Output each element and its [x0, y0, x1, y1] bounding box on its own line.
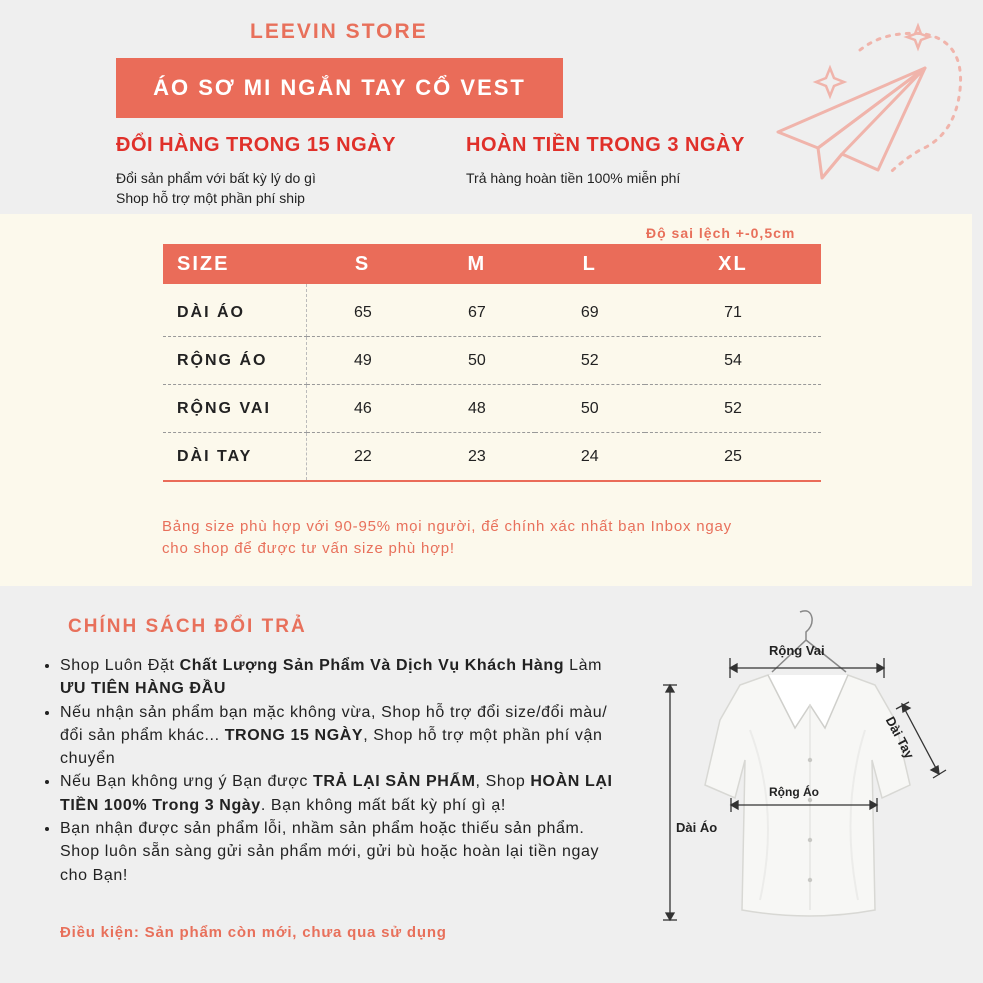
header-cell: SIZE: [163, 244, 306, 284]
store-name: LEEVIN STORE: [250, 20, 428, 43]
feature-exchange-line: Đổi sản phẩm với bất kỳ lý do gì: [116, 170, 316, 186]
feature-exchange-title: ĐỔI HÀNG TRONG 15 NGÀY: [116, 134, 396, 156]
feature-exchange-desc: [116, 168, 316, 208]
table-row: [163, 284, 821, 337]
shirt-length-label: Dài Áo: [676, 820, 718, 835]
table-row: [163, 433, 821, 482]
table-cell: 24: [535, 433, 645, 482]
policy-item-text: Nếu Bạn không ưng ý Bạn được: [60, 773, 314, 791]
table-cell: 52: [535, 337, 645, 385]
table-cell: 54: [645, 337, 821, 385]
policy-condition: Điều kiện: Sản phẩm còn mới, chưa qua sử dụng: [60, 924, 447, 941]
policy-item-emphasis: Chất Lượng Sản Phẩm Và Dịch Vụ Khách Hàng: [179, 657, 565, 674]
size-table-header: [163, 244, 821, 284]
feature-refund-desc: [466, 168, 680, 188]
table-cell: 22: [306, 433, 419, 482]
paper-plane-icon: [760, 20, 975, 200]
header-cell: M: [419, 244, 534, 284]
policy-item: [60, 701, 620, 771]
policy-item-text: Nếu nhận sản phẩm bạn mặc không vừa, Shop hỗ trợ đổi size/đổi màu/đổi sản phẩm khác...: [60, 703, 608, 744]
policy-item-text: Shop Luôn Đặt: [60, 657, 180, 674]
header-cell: L: [535, 244, 645, 284]
row-label: DÀI TAY: [163, 433, 306, 482]
table-cell: 65: [306, 284, 419, 337]
feature-refund-line: Trả hàng hoàn tiền 100% miễn phí: [466, 170, 681, 186]
row-label: RỘNG VAI: [163, 385, 306, 433]
product-title: ÁO SƠ MI NGẮN TAY CỔ VEST: [153, 75, 526, 100]
table-cell: 46: [306, 385, 419, 433]
table-cell: 50: [419, 337, 534, 385]
feature-refund-title: HOÀN TIỀN TRONG 3 NGÀY: [466, 134, 745, 156]
row-label: RỘNG ÁO: [163, 337, 306, 385]
header-cell: XL: [645, 244, 821, 284]
table-cell: 25: [645, 433, 821, 482]
header-cell: S: [306, 244, 419, 284]
table-cell: 69: [535, 284, 645, 337]
tolerance-note: Độ sai lệch +-0,5cm: [646, 225, 796, 241]
table-cell: 48: [419, 385, 534, 433]
table-row: [163, 385, 821, 433]
policy-item-text: Làm: [564, 657, 603, 674]
policy-item: [60, 817, 620, 887]
size-table: [163, 244, 821, 482]
sleeve-length-label: Dài Tay: [882, 714, 918, 762]
policy-title: CHÍNH SÁCH ĐỔI TRẢ: [68, 616, 307, 637]
policy-item-emphasis: TRẢ LẠI SẢN PHẨM: [313, 773, 476, 791]
policy-item-emphasis: ƯU TIÊN HÀNG ĐẦU: [60, 680, 226, 698]
size-note-line: cho shop để được tư vấn size phù hợp!: [162, 540, 455, 557]
table-cell: 23: [419, 433, 534, 482]
row-label: DÀI ÁO: [163, 284, 306, 337]
table-cell: 49: [306, 337, 419, 385]
policy-item-text: , Shop hỗ trợ một phần phí vận chuyển: [60, 726, 603, 768]
feature-exchange-line: Shop hỗ trợ một phần phí ship: [116, 190, 305, 206]
size-note: [162, 516, 842, 560]
policy-item: [60, 654, 620, 701]
policy-item: [60, 770, 620, 817]
chest-width-label: Rộng Áo: [769, 785, 819, 799]
shoulder-width-label: Rộng Vai: [769, 643, 825, 658]
policy-item-emphasis: TRONG 15 NGÀY: [224, 726, 364, 744]
shirt-measurement-diagram: [660, 610, 960, 930]
table-row: [163, 337, 821, 385]
product-title-banner: [116, 58, 563, 118]
policy-item-emphasis: HOÀN LẠI TIỀN 100% Trong 3 Ngày: [60, 773, 613, 814]
size-note-line: Bảng size phù hợp với 90-95% mọi người, để chính xác nhất bạn Inbox ngay: [162, 518, 732, 535]
policy-item-text: , Shop: [475, 773, 531, 791]
table-cell: 52: [645, 385, 821, 433]
policy-item-text: . Bạn không mất bất kỳ phí gì ạ!: [260, 796, 506, 814]
policy-list: [38, 654, 620, 887]
table-cell: 67: [419, 284, 534, 337]
policy-item-text: Bạn nhận được sản phẩm lỗi, nhầm sản phẩm hoặc thiếu sản phẩm. Shop luôn sẵn sàng gửi sản phẩm mới, gửi bù hoặc hoàn lại tiền ngay cho Bạn!: [60, 820, 600, 884]
table-cell: 71: [645, 284, 821, 337]
table-cell: 50: [535, 385, 645, 433]
